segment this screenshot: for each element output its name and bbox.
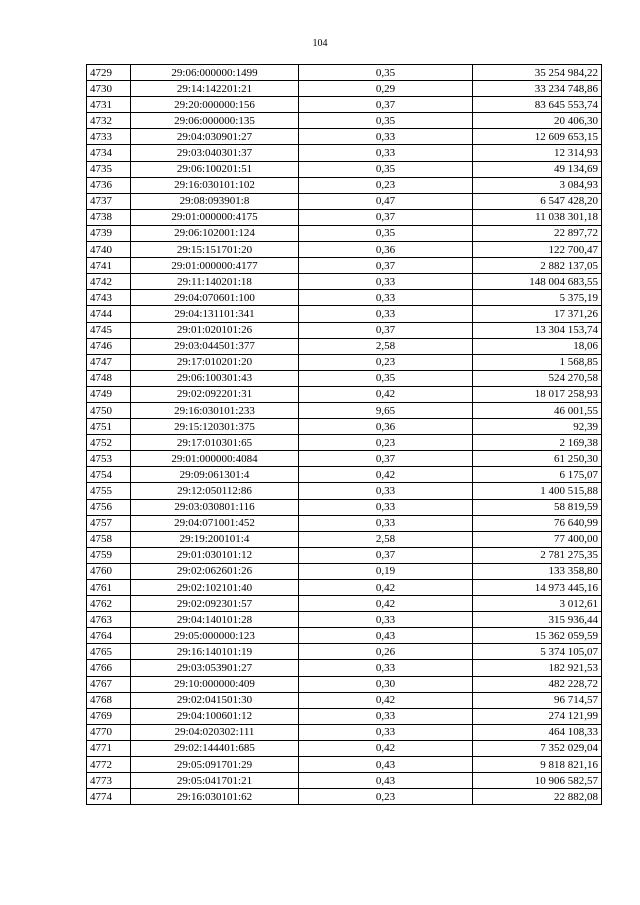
table-row bbox=[87, 65, 602, 81]
row-number-cell: 4767 bbox=[87, 676, 131, 692]
table-row bbox=[87, 402, 602, 418]
table-row bbox=[87, 789, 602, 805]
row-number-cell: 4731 bbox=[87, 97, 131, 113]
row-number-cell: 4762 bbox=[87, 596, 131, 612]
cadastral-number-cell: 29:04:100601:12 bbox=[131, 708, 299, 724]
coefficient-cell: 0,33 bbox=[299, 145, 473, 161]
row-number-cell: 4743 bbox=[87, 290, 131, 306]
cadastral-number-cell: 29:12:050112:86 bbox=[131, 483, 299, 499]
cadastral-number-cell: 29:04:070601:100 bbox=[131, 290, 299, 306]
table-row bbox=[87, 419, 602, 435]
cadastral-number-cell: 29:03:053901:27 bbox=[131, 660, 299, 676]
row-number-cell: 4753 bbox=[87, 451, 131, 467]
value-cell: 49 134,69 bbox=[473, 161, 602, 177]
table-row bbox=[87, 338, 602, 354]
value-cell: 1 568,85 bbox=[473, 354, 602, 370]
table-row bbox=[87, 354, 602, 370]
coefficient-cell: 0,35 bbox=[299, 113, 473, 129]
coefficient-cell: 0,37 bbox=[299, 97, 473, 113]
coefficient-cell: 0,42 bbox=[299, 386, 473, 402]
cadastral-number-cell: 29:19:200101:4 bbox=[131, 531, 299, 547]
row-number-cell: 4774 bbox=[87, 789, 131, 805]
coefficient-cell: 0,33 bbox=[299, 306, 473, 322]
coefficient-cell: 0,43 bbox=[299, 773, 473, 789]
table-row bbox=[87, 306, 602, 322]
cadastral-number-cell: 29:11:140201:18 bbox=[131, 274, 299, 290]
coefficient-cell: 2,58 bbox=[299, 338, 473, 354]
row-number-cell: 4751 bbox=[87, 419, 131, 435]
row-number-cell: 4765 bbox=[87, 644, 131, 660]
coefficient-cell: 0,33 bbox=[299, 612, 473, 628]
coefficient-cell: 0,43 bbox=[299, 628, 473, 644]
row-number-cell: 4752 bbox=[87, 435, 131, 451]
cadastral-number-cell: 29:16:140101:19 bbox=[131, 644, 299, 660]
table-row bbox=[87, 370, 602, 386]
value-cell: 76 640,99 bbox=[473, 515, 602, 531]
table-row bbox=[87, 515, 602, 531]
table-row bbox=[87, 724, 602, 740]
cadastral-number-cell: 29:08:093901:8 bbox=[131, 193, 299, 209]
row-number-cell: 4744 bbox=[87, 306, 131, 322]
row-number-cell: 4757 bbox=[87, 515, 131, 531]
table-row bbox=[87, 81, 602, 97]
value-cell: 18,06 bbox=[473, 338, 602, 354]
table-row bbox=[87, 177, 602, 193]
cadastral-number-cell: 29:04:071001:452 bbox=[131, 515, 299, 531]
table-row bbox=[87, 612, 602, 628]
table-row bbox=[87, 451, 602, 467]
cadastral-number-cell: 29:01:000000:4084 bbox=[131, 451, 299, 467]
table-row bbox=[87, 757, 602, 773]
table-row bbox=[87, 193, 602, 209]
cadastral-number-cell: 29:16:030101:62 bbox=[131, 789, 299, 805]
cadastral-number-cell: 29:01:030101:12 bbox=[131, 547, 299, 563]
cadastral-number-cell: 29:15:120301:375 bbox=[131, 419, 299, 435]
table-row bbox=[87, 435, 602, 451]
row-number-cell: 4748 bbox=[87, 370, 131, 386]
value-cell: 13 304 153,74 bbox=[473, 322, 602, 338]
value-cell: 133 358,80 bbox=[473, 563, 602, 579]
value-cell: 3 084,93 bbox=[473, 177, 602, 193]
value-cell: 10 906 582,57 bbox=[473, 773, 602, 789]
value-cell: 22 897,72 bbox=[473, 225, 602, 241]
row-number-cell: 4758 bbox=[87, 531, 131, 547]
cadastral-number-cell: 29:14:142201:21 bbox=[131, 81, 299, 97]
table-row bbox=[87, 483, 602, 499]
cadastral-number-cell: 29:04:131101:341 bbox=[131, 306, 299, 322]
table-row bbox=[87, 628, 602, 644]
cadastral-number-cell: 29:02:144401:685 bbox=[131, 740, 299, 756]
value-cell: 12 314,93 bbox=[473, 145, 602, 161]
coefficient-cell: 0,26 bbox=[299, 644, 473, 660]
coefficient-cell: 0,36 bbox=[299, 419, 473, 435]
row-number-cell: 4759 bbox=[87, 547, 131, 563]
table-row bbox=[87, 386, 602, 402]
cadastral-number-cell: 29:02:102101:40 bbox=[131, 580, 299, 596]
row-number-cell: 4763 bbox=[87, 612, 131, 628]
value-cell: 61 250,30 bbox=[473, 451, 602, 467]
coefficient-cell: 0,35 bbox=[299, 370, 473, 386]
value-cell: 315 936,44 bbox=[473, 612, 602, 628]
coefficient-cell: 0,37 bbox=[299, 547, 473, 563]
table-row bbox=[87, 580, 602, 596]
coefficient-cell: 0,30 bbox=[299, 676, 473, 692]
coefficient-cell: 0,42 bbox=[299, 692, 473, 708]
coefficient-cell: 0,42 bbox=[299, 467, 473, 483]
value-cell: 2 169,38 bbox=[473, 435, 602, 451]
table-row bbox=[87, 322, 602, 338]
coefficient-cell: 0,23 bbox=[299, 435, 473, 451]
row-number-cell: 4747 bbox=[87, 354, 131, 370]
value-cell: 182 921,53 bbox=[473, 660, 602, 676]
table-body bbox=[87, 65, 602, 805]
table-row bbox=[87, 531, 602, 547]
coefficient-cell: 0,33 bbox=[299, 290, 473, 306]
table-row bbox=[87, 773, 602, 789]
row-number-cell: 4739 bbox=[87, 225, 131, 241]
coefficient-cell: 0,33 bbox=[299, 129, 473, 145]
cadastral-number-cell: 29:17:010201:20 bbox=[131, 354, 299, 370]
coefficient-cell: 0,33 bbox=[299, 708, 473, 724]
row-number-cell: 4729 bbox=[87, 65, 131, 81]
value-cell: 148 004 683,55 bbox=[473, 274, 602, 290]
coefficient-cell: 0,42 bbox=[299, 596, 473, 612]
cadastral-number-cell: 29:17:010301:65 bbox=[131, 435, 299, 451]
value-cell: 524 270,58 bbox=[473, 370, 602, 386]
coefficient-cell: 0,33 bbox=[299, 515, 473, 531]
row-number-cell: 4738 bbox=[87, 209, 131, 225]
value-cell: 9 818 821,16 bbox=[473, 757, 602, 773]
row-number-cell: 4773 bbox=[87, 773, 131, 789]
cadastral-number-cell: 29:15:151701:20 bbox=[131, 242, 299, 258]
value-cell: 35 254 984,22 bbox=[473, 65, 602, 81]
row-number-cell: 4732 bbox=[87, 113, 131, 129]
value-cell: 17 371,26 bbox=[473, 306, 602, 322]
cadastral-number-cell: 29:10:000000:409 bbox=[131, 676, 299, 692]
table-row bbox=[87, 161, 602, 177]
table-row bbox=[87, 145, 602, 161]
cadastral-number-cell: 29:06:000000:1499 bbox=[131, 65, 299, 81]
coefficient-cell: 0,47 bbox=[299, 193, 473, 209]
cadastral-number-cell: 29:09:061301:4 bbox=[131, 467, 299, 483]
table-row bbox=[87, 242, 602, 258]
cadastral-number-cell: 29:16:030101:233 bbox=[131, 402, 299, 418]
row-number-cell: 4750 bbox=[87, 402, 131, 418]
row-number-cell: 4766 bbox=[87, 660, 131, 676]
table-row bbox=[87, 596, 602, 612]
cadastral-number-cell: 29:06:102001:124 bbox=[131, 225, 299, 241]
value-cell: 83 645 553,74 bbox=[473, 97, 602, 113]
table-row bbox=[87, 660, 602, 676]
cadastral-number-cell: 29:03:044501:377 bbox=[131, 338, 299, 354]
row-number-cell: 4770 bbox=[87, 724, 131, 740]
value-cell: 3 012,61 bbox=[473, 596, 602, 612]
value-cell: 2 882 137,05 bbox=[473, 258, 602, 274]
cadastral-number-cell: 29:04:140101:28 bbox=[131, 612, 299, 628]
coefficient-cell: 0,23 bbox=[299, 789, 473, 805]
cadastral-number-cell: 29:06:100301:43 bbox=[131, 370, 299, 386]
cadastral-number-cell: 29:16:030101:102 bbox=[131, 177, 299, 193]
table-row bbox=[87, 644, 602, 660]
coefficient-cell: 0,36 bbox=[299, 242, 473, 258]
coefficient-cell: 0,33 bbox=[299, 483, 473, 499]
value-cell: 14 973 445,16 bbox=[473, 580, 602, 596]
cadastral-number-cell: 29:01:000000:4177 bbox=[131, 258, 299, 274]
table-row bbox=[87, 499, 602, 515]
table-row bbox=[87, 563, 602, 579]
value-cell: 6 175,07 bbox=[473, 467, 602, 483]
row-number-cell: 4754 bbox=[87, 467, 131, 483]
coefficient-cell: 0,23 bbox=[299, 354, 473, 370]
coefficient-cell: 0,35 bbox=[299, 161, 473, 177]
cadastral-number-cell: 29:02:062601:26 bbox=[131, 563, 299, 579]
value-cell: 5 374 105,07 bbox=[473, 644, 602, 660]
cadastral-number-cell: 29:02:041501:30 bbox=[131, 692, 299, 708]
cadastral-number-cell: 29:04:020302:111 bbox=[131, 724, 299, 740]
value-cell: 22 882,08 bbox=[473, 789, 602, 805]
value-cell: 464 108,33 bbox=[473, 724, 602, 740]
table-row bbox=[87, 225, 602, 241]
value-cell: 96 714,57 bbox=[473, 692, 602, 708]
coefficient-cell: 0,37 bbox=[299, 209, 473, 225]
value-cell: 18 017 258,93 bbox=[473, 386, 602, 402]
coefficient-cell: 0,37 bbox=[299, 258, 473, 274]
row-number-cell: 4733 bbox=[87, 129, 131, 145]
table-row bbox=[87, 113, 602, 129]
row-number-cell: 4742 bbox=[87, 274, 131, 290]
value-cell: 12 609 653,15 bbox=[473, 129, 602, 145]
value-cell: 58 819,59 bbox=[473, 499, 602, 515]
value-cell: 11 038 301,18 bbox=[473, 209, 602, 225]
cadastral-number-cell: 29:02:092301:57 bbox=[131, 596, 299, 612]
coefficient-cell: 9,65 bbox=[299, 402, 473, 418]
row-number-cell: 4772 bbox=[87, 757, 131, 773]
coefficient-cell: 0,42 bbox=[299, 580, 473, 596]
row-number-cell: 4764 bbox=[87, 628, 131, 644]
cadastral-number-cell: 29:05:041701:21 bbox=[131, 773, 299, 789]
value-cell: 15 362 059,59 bbox=[473, 628, 602, 644]
value-cell: 482 228,72 bbox=[473, 676, 602, 692]
value-cell: 1 400 515,88 bbox=[473, 483, 602, 499]
row-number-cell: 4768 bbox=[87, 692, 131, 708]
row-number-cell: 4749 bbox=[87, 386, 131, 402]
coefficient-cell: 0,35 bbox=[299, 225, 473, 241]
coefficient-cell: 0,23 bbox=[299, 177, 473, 193]
coefficient-cell: 2,58 bbox=[299, 531, 473, 547]
cadastral-number-cell: 29:06:000000:135 bbox=[131, 113, 299, 129]
cadastral-number-cell: 29:02:092201:31 bbox=[131, 386, 299, 402]
value-cell: 274 121,99 bbox=[473, 708, 602, 724]
value-cell: 5 375,19 bbox=[473, 290, 602, 306]
value-cell: 92,39 bbox=[473, 419, 602, 435]
coefficient-cell: 0,29 bbox=[299, 81, 473, 97]
value-cell: 33 234 748,86 bbox=[473, 81, 602, 97]
table-row bbox=[87, 97, 602, 113]
row-number-cell: 4745 bbox=[87, 322, 131, 338]
table-row bbox=[87, 547, 602, 563]
coefficient-cell: 0,37 bbox=[299, 451, 473, 467]
table-row bbox=[87, 129, 602, 145]
coefficient-cell: 0,19 bbox=[299, 563, 473, 579]
row-number-cell: 4755 bbox=[87, 483, 131, 499]
row-number-cell: 4737 bbox=[87, 193, 131, 209]
coefficient-cell: 0,33 bbox=[299, 660, 473, 676]
cadastral-number-cell: 29:20:000000:156 bbox=[131, 97, 299, 113]
cadastral-number-cell: 29:01:020101:26 bbox=[131, 322, 299, 338]
cadastral-value-table bbox=[86, 64, 602, 805]
value-cell: 7 352 029,04 bbox=[473, 740, 602, 756]
coefficient-cell: 0,43 bbox=[299, 757, 473, 773]
table-row bbox=[87, 258, 602, 274]
table-row bbox=[87, 708, 602, 724]
row-number-cell: 4736 bbox=[87, 177, 131, 193]
row-number-cell: 4740 bbox=[87, 242, 131, 258]
coefficient-cell: 0,33 bbox=[299, 499, 473, 515]
coefficient-cell: 0,42 bbox=[299, 740, 473, 756]
row-number-cell: 4769 bbox=[87, 708, 131, 724]
value-cell: 2 781 275,35 bbox=[473, 547, 602, 563]
table-row bbox=[87, 274, 602, 290]
row-number-cell: 4734 bbox=[87, 145, 131, 161]
value-cell: 77 400,00 bbox=[473, 531, 602, 547]
row-number-cell: 4730 bbox=[87, 81, 131, 97]
cadastral-number-cell: 29:05:091701:29 bbox=[131, 757, 299, 773]
row-number-cell: 4746 bbox=[87, 338, 131, 354]
row-number-cell: 4761 bbox=[87, 580, 131, 596]
coefficient-cell: 0,37 bbox=[299, 322, 473, 338]
value-cell: 46 001,55 bbox=[473, 402, 602, 418]
value-cell: 20 406,30 bbox=[473, 113, 602, 129]
cadastral-number-cell: 29:05:000000:123 bbox=[131, 628, 299, 644]
row-number-cell: 4741 bbox=[87, 258, 131, 274]
row-number-cell: 4735 bbox=[87, 161, 131, 177]
table-row bbox=[87, 676, 602, 692]
value-cell: 122 700,47 bbox=[473, 242, 602, 258]
cadastral-number-cell: 29:06:100201:51 bbox=[131, 161, 299, 177]
coefficient-cell: 0,33 bbox=[299, 724, 473, 740]
row-number-cell: 4756 bbox=[87, 499, 131, 515]
table-row bbox=[87, 740, 602, 756]
cadastral-number-cell: 29:03:040301:37 bbox=[131, 145, 299, 161]
cadastral-number-cell: 29:01:000000:4175 bbox=[131, 209, 299, 225]
table-row bbox=[87, 209, 602, 225]
coefficient-cell: 0,33 bbox=[299, 274, 473, 290]
table-row bbox=[87, 692, 602, 708]
table-row bbox=[87, 290, 602, 306]
table-row bbox=[87, 467, 602, 483]
coefficient-cell: 0,35 bbox=[299, 65, 473, 81]
cadastral-number-cell: 29:04:030901:27 bbox=[131, 129, 299, 145]
row-number-cell: 4771 bbox=[87, 740, 131, 756]
value-cell: 6 547 428,20 bbox=[473, 193, 602, 209]
row-number-cell: 4760 bbox=[87, 563, 131, 579]
page-number: 104 bbox=[312, 38, 328, 49]
cadastral-number-cell: 29:03:030801:116 bbox=[131, 499, 299, 515]
